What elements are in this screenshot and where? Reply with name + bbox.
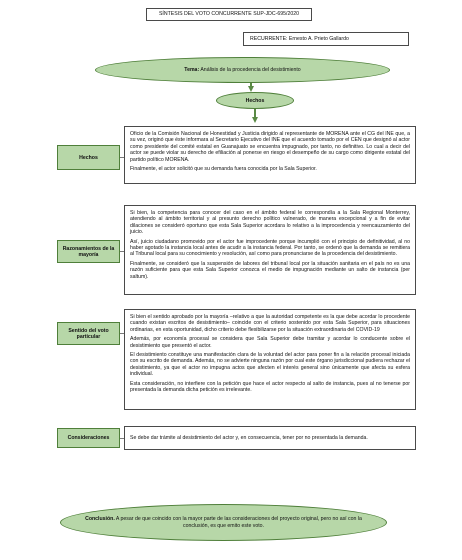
row-content-hechos: [124, 126, 416, 184]
hechos-header-ellipse: Hechos: [216, 92, 294, 109]
row-content-razonamientos: [124, 205, 416, 295]
tema-text: Análisis de la procedencia del desistimiento: [200, 67, 301, 73]
conclusion-label: Conclusión.: [85, 515, 115, 522]
paragraph: Además, por economía procesal se considera que Sala Superior debe tramitar y acordar lo conducente sobre el desistimiento que presentó el actor.: [130, 336, 410, 349]
conclusion-ellipse: [60, 504, 387, 541]
paragraph: Oficio de la Comisión Nacional de Honestidad y Justicia dirigido al representante de MORENA ante el CG del INE que, a su vez, originó que éste informara al Secretario Ejecutivo del INE que el acuerdo tomado por el CEN que designó al actor como presidente del comité estatal en Guanajuato se encuentra impugnado, por tanto, no definitivo. Lo cual a decir del actor se puede violar su derecho de efiliación al ponerse en riesgo el desempeño de su cargo como dirigente estatal del partido político MORENA.: [130, 131, 410, 163]
recurrente-box: RECURRENTE: Ernesto A. Prieto Gallardo: [243, 32, 409, 46]
tema-label: Tema:: [184, 67, 200, 73]
paragraph: El desistimiento constituye una manifestación clara de la voluntad del actor para poner fin a la relación procesal iniciada con su escrito de demanda. Además, no se advierte ninguna razón por cual este órgano jurisdiccional pudiera rechazar el desistimiento, ya que el actor no impugna actos que afecten el interés general sino únicamente que afecta su esfera individual.: [130, 352, 410, 378]
conclusion-text: A pesar de que coincido con la mayor parte de las consideraciones del proyecto original, pero no así con la conclusión, es que emito este voto.: [115, 515, 362, 529]
paragraph: Finalmente, el actor solicitó que su demanda fuera conocida por la Sala Superior.: [130, 166, 317, 173]
row-label-razonamientos: Razonamientos de la mayoría: [57, 240, 120, 263]
arrow-down-icon: [252, 117, 258, 123]
paragraph: Finalmente, se consideró que la suspensión de labores del tribunal local por la situación sanitaria en el país no es una razón suficiente para que esta Sala Superior conozca el medio de impugnación mediante un salto de instancia (per saltum).: [130, 260, 410, 280]
row-label-sentido: Sentido del voto particular: [57, 322, 120, 345]
row-label-hechos: Hechos: [57, 145, 120, 170]
paragraph: Esta consideración, no interfiere con la petición que hace el actor respecto al salto de instancia, pues al no tenerse por presentada la demanda dicha petición es irrelevante.: [130, 380, 410, 394]
tema-ellipse: [95, 57, 390, 83]
row-content-sentido: [124, 309, 416, 410]
paragraph: Si bien, la competencia para conocer del caso en el ámbito federal le correspondía a la Sala Regional Monterrey, atendiendo al ámbito territorial y al presunto derecho político vulnerado, de manera excepcional y a fin de evitar dilaciones se consideró oportuno que esta Sala Superior acordara lo relativo a la improcedencia y reencauzamiento del juicio.: [130, 210, 410, 236]
row-label-consideraciones: Consideraciones: [57, 428, 120, 448]
paragraph: Si bien el sentido aprobado por la mayoría –relativo a que la autoridad competente es la que debe acordar lo procedente cuando existan escritos de desistimiento– coincide con el criterio sostenido por esta Sala Superior, para situaciones ordinarias, en esta oportunidad, dicho criterio debe flexibilizarse por la situación extraordinaria del COVID-19: [130, 314, 410, 333]
document-title: SÍNTESIS DEL VOTO CONCURRENTE SUP-JDC-695/2020: [146, 8, 312, 21]
paragraph: Se debe dar trámite al desistimiento del actor y, en consecuencia, tener por no presentada la demanda.: [130, 434, 368, 441]
row-content-consideraciones: [124, 426, 416, 450]
paragraph: Así, juicio ciudadano promovido por el actor fue improcedente porque incumplió con el principio de definitividad, al no haber agotado la instancia local antes de acudir a la instancia federal. Por tanto, se ordenó que la demanda se remitiera al Tribunal local para su conocimiento y resolución, así como para pronunciarse de la procedencia del desistimiento.: [130, 238, 410, 258]
